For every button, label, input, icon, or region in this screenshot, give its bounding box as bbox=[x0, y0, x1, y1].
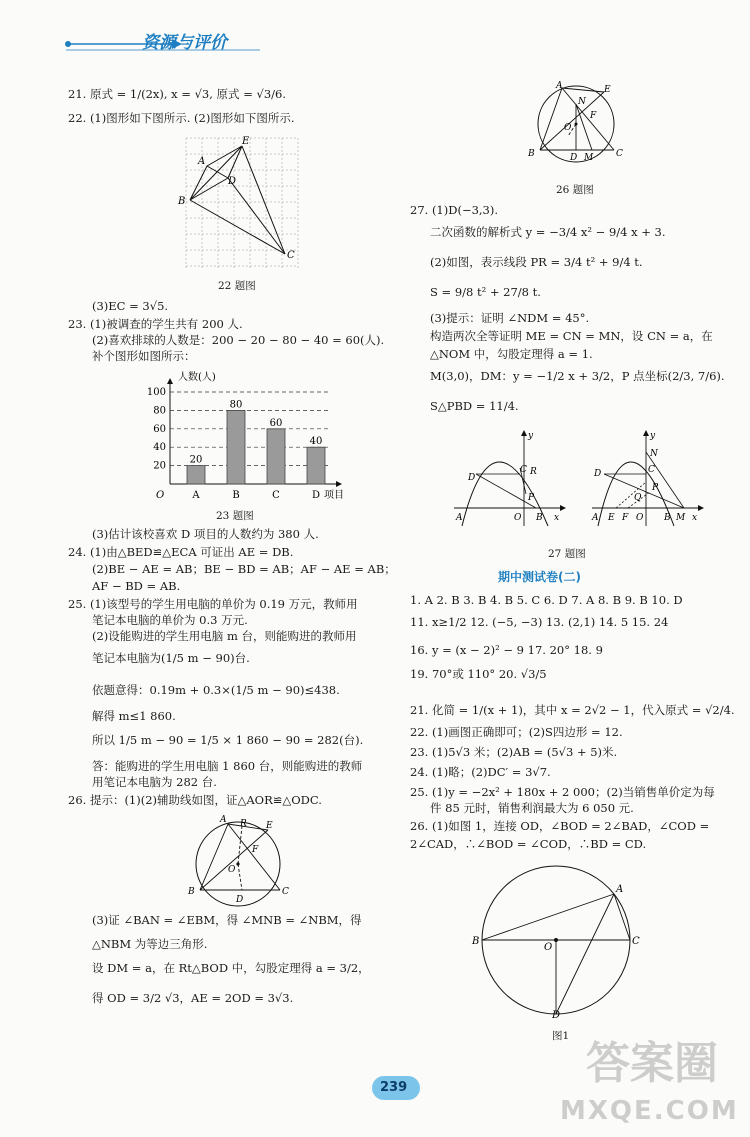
figure-26b bbox=[522, 80, 632, 170]
answer-25-9: 用笔记本电脑为 282 台. bbox=[92, 775, 217, 789]
fig26b-label-d: D bbox=[570, 153, 578, 163]
answer-26-4: 设 DM = a，在 Rt△BOD 中，勾股定理得 a = 3/2， bbox=[92, 961, 370, 975]
fig22-label-c: C bbox=[287, 250, 295, 261]
fig27b-label-q: Q bbox=[634, 493, 642, 503]
fig26a-label-d: D bbox=[236, 895, 244, 905]
answer-26-2: (3)证 ∠BAN = ∠EBM，得 ∠MNB = ∠NBM，得 bbox=[92, 913, 362, 927]
answer-mid-25-2: 件 85 元时，销售利润最大为 6 050 元. bbox=[430, 801, 634, 815]
x-tick-label: B bbox=[232, 490, 240, 501]
fig27b-label-p: P bbox=[652, 483, 659, 493]
answer-25-1: 25. (1)该型号的学生用电脑的单价为 0.19 万元，教师用 bbox=[68, 597, 358, 611]
y-tick-label: 40 bbox=[153, 442, 166, 454]
fig26a-label-e: E bbox=[266, 821, 273, 831]
answer-27-9: S△PBD = 11/4. bbox=[430, 399, 519, 413]
bar bbox=[227, 410, 245, 484]
fig26b-label-o: O bbox=[564, 123, 572, 133]
y-tick-label: 80 bbox=[153, 405, 166, 417]
caption-27: 27 题图 bbox=[548, 548, 586, 560]
fig1-label-b: B bbox=[472, 936, 480, 947]
fig27a-label-o: O bbox=[514, 513, 522, 523]
answer-23-1: 23. (1)被调查的学生共有 200 人. bbox=[68, 317, 243, 331]
caption-22: 22 题图 bbox=[218, 280, 256, 292]
answer-27-4: S = 9/8 t² + 27/8 t. bbox=[430, 285, 541, 299]
x-tick-label: C bbox=[272, 490, 280, 501]
watermark-cn: 答案圈 bbox=[586, 1038, 718, 1089]
section-title-midterm-2: 期中测试卷(二) bbox=[498, 570, 581, 584]
answer-27-5: (3)提示：证明 ∠NDM = 45°. bbox=[430, 311, 590, 325]
answer-25-8: 答：能购进的学生用电脑 1 860 台，则能购进的教师 bbox=[92, 759, 363, 773]
header-title: 资源与评价 bbox=[142, 33, 227, 53]
answer-mid-26-1: 26. (1)如图 1，连接 OD，∠BOD = 2∠BAD，∠COD = bbox=[410, 819, 710, 833]
answer-27-1: 27. (1)D(−3,3). bbox=[410, 203, 499, 217]
fig27a-label-d: D bbox=[468, 473, 476, 483]
fig1-label-d: D bbox=[552, 1010, 561, 1020]
answer-mid-23: 23. (1)5√3 米；(2)AB = (5√3 + 5)米. bbox=[410, 745, 618, 759]
fig1-label-o: O bbox=[544, 942, 553, 953]
fig27a-label-r: R bbox=[530, 467, 537, 477]
watermark-en: MXQE.COM bbox=[560, 1096, 739, 1126]
fig26b-label-m: M bbox=[584, 153, 594, 163]
fig27b-label-d: D bbox=[594, 469, 602, 479]
fill-answers-11-15: 11. x≥1/2 12. (−5, −3) 13. (2,1) 14. 5 15. 24 bbox=[410, 615, 669, 629]
answer-25-4: 笔记本电脑为(1/5 m − 90)台. bbox=[92, 651, 250, 665]
fig27a-label-p: P bbox=[528, 493, 535, 503]
answer-27-6: 构造两次全等证明 ME = CN = MN，设 CN = a，在 bbox=[430, 329, 713, 343]
fig26a-label-c: C bbox=[282, 887, 289, 897]
fig27b-label-f: F bbox=[622, 513, 629, 523]
bar-value-label: 40 bbox=[309, 436, 323, 448]
answer-25-2: 笔记本电脑的单价为 0.3 万元. bbox=[92, 613, 248, 627]
chart-origin-label: O bbox=[156, 490, 165, 501]
fig26b-label-e: E bbox=[604, 85, 611, 95]
answer-23-4: (3)估计该校喜欢 D 项目的人数约为 380 人. bbox=[92, 527, 319, 541]
answer-27-3: (2)如图，表示线段 PR = 3/4 t² + 9/4 t. bbox=[430, 255, 643, 269]
x-tick-label: D bbox=[311, 490, 321, 501]
fig27b-label-c: C bbox=[648, 465, 655, 475]
fig26b-label-c: C bbox=[616, 149, 623, 159]
caption-26: 26 题图 bbox=[556, 184, 594, 196]
y-axis-arrow bbox=[167, 378, 173, 384]
answer-22-3: (3)EC = 3√5. bbox=[92, 299, 169, 313]
answer-23-3: 补个图形如图所示： bbox=[92, 349, 196, 363]
answer-mid-22: 22. (1)画图正确即可；(2)S四边形 = 12. bbox=[410, 725, 623, 739]
answer-24-1: 24. (1)由△BED≌△ECA 可证出 AE = DB. bbox=[68, 545, 294, 559]
y-tick-label: 100 bbox=[146, 387, 166, 398]
answer-26-3: △NBM 为等边三角形. bbox=[92, 937, 208, 951]
choice-answers-1-10: 1. A 2. B 3. B 4. B 5. C 6. D 7. A 8. B 9. B 10. D bbox=[410, 593, 683, 607]
answer-25-6: 解得 m≤1 860. bbox=[92, 709, 176, 723]
fill-answers-19-20: 19. 70°或 110° 20. √3/5 bbox=[410, 667, 547, 681]
bar-value-label: 60 bbox=[269, 417, 283, 429]
fig27a-label-b: B bbox=[536, 513, 543, 523]
fig27b-label-n: N bbox=[650, 449, 658, 459]
fig26a-label-a: A bbox=[220, 815, 227, 825]
figure-1-circle bbox=[470, 860, 650, 1020]
answer-mid-25-1: 25. (1)y = −2x² + 180x + 2 000；(2)当销售单价定为每 bbox=[410, 785, 715, 799]
y-axis-label: 人数(人) bbox=[178, 372, 216, 383]
fig22-label-b: B bbox=[178, 196, 186, 207]
caption-23: 23 题图 bbox=[216, 510, 254, 522]
x-axis-arrow bbox=[336, 481, 342, 487]
bar-value-label: 80 bbox=[229, 399, 243, 411]
fig27b-label-o: O bbox=[636, 513, 644, 523]
fig1-label-c: C bbox=[632, 936, 640, 947]
page-number: 239 bbox=[380, 1080, 408, 1095]
fig26b-label-a: A bbox=[556, 81, 563, 91]
answer-mid-26-2: 2∠CAD，∴∠BOD = ∠COD，∴BD = CD. bbox=[410, 837, 647, 851]
fig22-label-e: E bbox=[242, 136, 250, 147]
answer-22: 22. (1)图形如下图所示. (2)图形如下图所示. bbox=[68, 111, 295, 125]
answer-25-7: 所以 1/5 m − 90 = 1/5 × 1 860 − 90 = 282(台). bbox=[92, 733, 364, 747]
figure-26a bbox=[180, 812, 300, 912]
answer-27-2: 二次函数的解析式 y = −3/4 x² − 9/4 x + 3. bbox=[430, 225, 666, 239]
figure-27a bbox=[450, 428, 568, 530]
bar-chart-23 bbox=[140, 366, 360, 504]
fig27a-label-y: y bbox=[528, 431, 534, 441]
bar bbox=[267, 429, 285, 484]
figure-22 bbox=[170, 132, 320, 274]
figure-27b bbox=[588, 428, 706, 530]
fig26a-label-r: R bbox=[240, 819, 247, 829]
fig27a-label-x: x bbox=[554, 513, 560, 523]
fig26b-label-f: F bbox=[590, 111, 597, 121]
answer-mid-24: 24. (1)略；(2)DC′ = 3√7. bbox=[410, 765, 551, 779]
fig27b-label-a: A bbox=[592, 513, 599, 523]
fig27b-label-m: M bbox=[676, 513, 686, 523]
answer-27-8: M(3,0)，DM：y = −1/2 x + 3/2，P 点坐标(2/3, 7/6). bbox=[430, 369, 725, 383]
answer-27-7: △NOM 中，勾股定理得 a = 1. bbox=[430, 347, 593, 361]
caption-figure-1: 图1 bbox=[552, 1030, 570, 1042]
answer-26-5: 得 OD = 3/2 √3，AE = 2OD = 3√3. bbox=[92, 991, 294, 1005]
bar-value-label: 20 bbox=[189, 454, 203, 466]
fig1-label-a: A bbox=[616, 884, 624, 895]
x-tick-label: A bbox=[192, 490, 200, 501]
answer-25-3: (2)设能购进的学生用电脑 m 台，则能购进的教师用 bbox=[92, 629, 357, 643]
fig26a-label-f: F bbox=[252, 845, 259, 855]
answer-24-2: (2)BE − AE = AB；BE − BD = AB；AF − AE = AB； bbox=[92, 562, 396, 576]
fill-answers-16-18: 16. y = (x − 2)² − 9 17. 20° 18. 9 bbox=[410, 643, 603, 657]
answer-21: 21. 原式 = 1/(2x), x = √3, 原式 = √3/6. bbox=[68, 87, 286, 101]
answer-26-1: 26. 提示：(1)(2)辅助线如图，证△AOR≌△ODC. bbox=[68, 793, 322, 807]
fig27b-label-y: y bbox=[650, 431, 656, 441]
answer-mid-21: 21. 化简 = 1/(x + 1)，其中 x = 2√2 − 1，代入原式 = √2/4. bbox=[410, 703, 735, 717]
fig26a-label-o: O bbox=[228, 865, 236, 875]
fig22-label-d: D bbox=[228, 176, 237, 187]
fig27a-label-a: A bbox=[456, 513, 463, 523]
fig26a-label-b: B bbox=[188, 887, 195, 897]
answer-23-2: (2)喜欢排球的人数是：200 − 20 − 80 − 40 = 60(人). bbox=[92, 333, 385, 347]
fig22-label-a: A bbox=[198, 156, 206, 167]
y-tick-label: 60 bbox=[153, 423, 166, 435]
bar bbox=[307, 447, 325, 484]
bar bbox=[187, 466, 205, 484]
fig27b-label-e: E bbox=[608, 513, 615, 523]
answer-24-3: AF − BD = AB. bbox=[92, 579, 181, 593]
fig26b-label-b: B bbox=[528, 149, 535, 159]
fig27b-label-x: x bbox=[692, 513, 698, 523]
x-axis-label: 项目 bbox=[324, 490, 344, 501]
fig27b-label-b: B bbox=[664, 513, 671, 523]
fig26b-label-n: N bbox=[578, 97, 586, 107]
y-tick-label: 20 bbox=[153, 460, 166, 472]
fig27a-label-c: C bbox=[520, 465, 527, 475]
answer-25-5: 依题意得：0.19m + 0.3×(1/5 m − 90)≤438. bbox=[92, 683, 340, 697]
